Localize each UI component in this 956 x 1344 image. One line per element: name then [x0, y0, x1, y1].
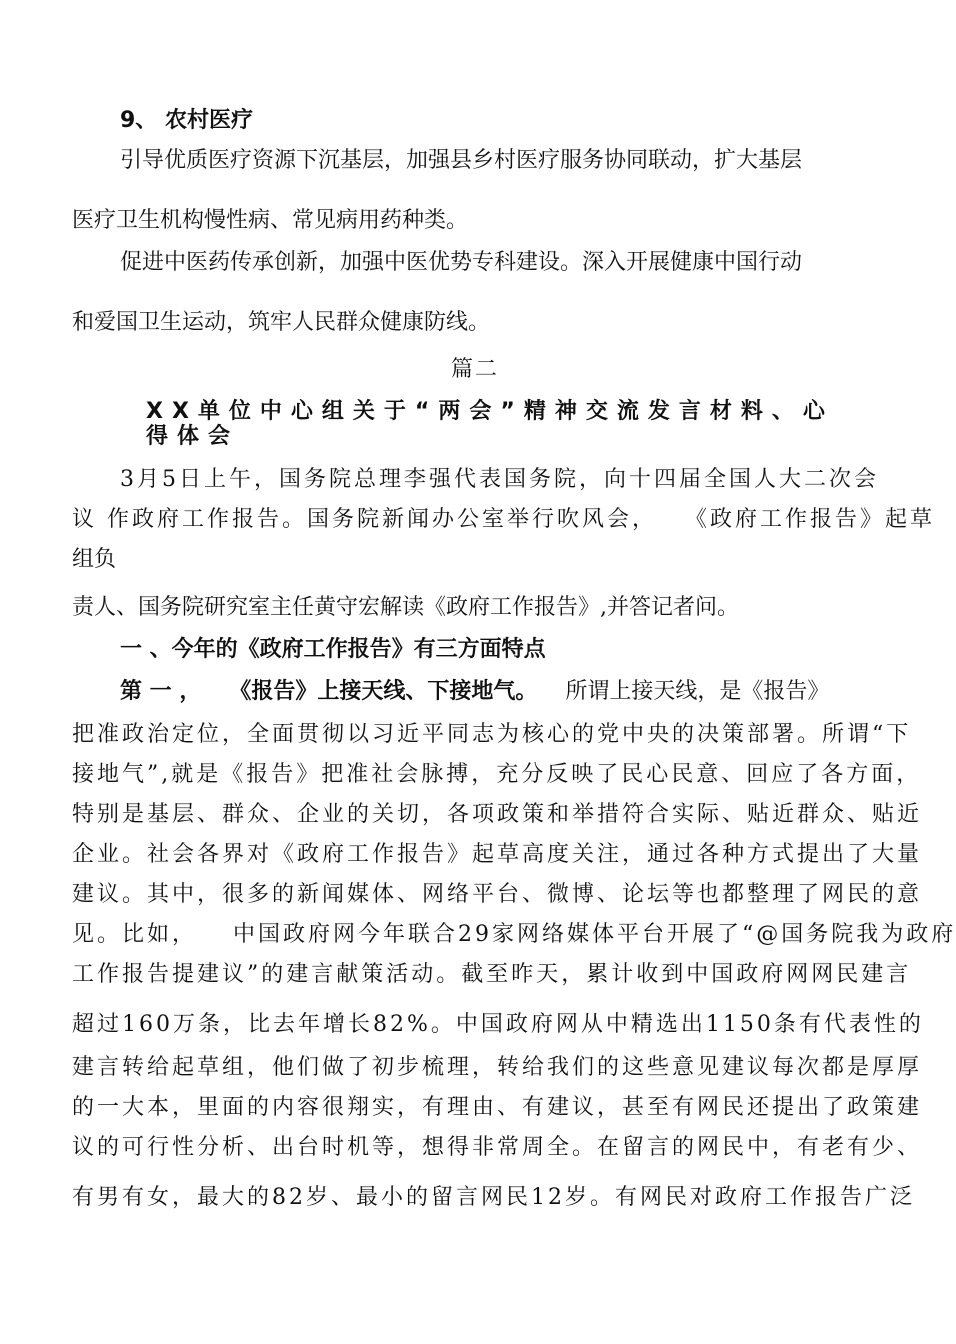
paragraph-line: 超过160万条，比去年增长82%。中国政府网从中精选出1150条有代表性的 — [72, 1012, 924, 1037]
paragraph-line: 引导优质医疗资源下沉基层，加强县乡村医疗服务协同联动，扩大基层 — [120, 148, 803, 173]
paragraph-line: 工作报告提建议”的建言献策活动。截至昨天，累计收到中国政府网网民建言 — [72, 962, 912, 987]
paragraph-line: 接地气”,就是《报告》把准社会脉搏，充分反映了民心民意、回应了各方面， — [72, 762, 922, 787]
paragraph-line: 和爱国卫生运动，筑牢人民群众健康防线。 — [72, 310, 491, 335]
document-title-continued: 得体会 — [146, 424, 240, 449]
part-label: 篇二 — [450, 357, 499, 382]
paragraph-line: 把准政治定位，全面贯彻以习近平同志为核心的党中央的决策部署。所谓“下 — [72, 722, 912, 747]
paragraph-line — [72, 920, 956, 950]
paragraph-line: 的一大本，里面的内容很翔实，有理由、有建议，甚至有网民还提出了政策建 — [72, 1095, 923, 1120]
first-bold-text: 《报告》上接天线、下接地气。 — [229, 679, 538, 704]
intro-text-b: 《政府工作报告》起草 — [685, 507, 936, 532]
paragraph-line: 促进中医药传承创新，加强中医优势专科建设。深入开展健康中国行动 — [120, 250, 803, 275]
paragraph-line: 3月5日上午，国务院总理李强代表国务院，向十四届全国人大二次会 — [120, 467, 879, 492]
paragraph-line: 医疗卫生机构慢性病、常见病用药种类。 — [72, 208, 469, 233]
first-label: 第 一 ， — [120, 679, 202, 704]
paragraph-line: 有男有女，最大的82岁、最小的留言网民12岁。有网民对政府工作报告广泛 — [72, 1185, 915, 1210]
intro-text-a: 议 作政府工作报告。国务院新闻办公室举行吹风会， — [72, 507, 657, 532]
paragraph-line: 企业。社会各界对《政府工作报告》起草高度关注，通过各种方式提出了大量 — [72, 842, 923, 867]
example-lead: 见。比如， — [72, 922, 198, 947]
paragraph-line: 建言转给起草组，他们做了初步梳理，转给我们的这些意见建议每次都是厚厚 — [72, 1055, 923, 1080]
first-rest-text: 所谓上接天线，是《报告》 — [565, 679, 830, 704]
paragraph-line — [72, 505, 936, 535]
document-title: XX单位中心组关于“两会”精神交流发言材料、心 — [146, 399, 834, 424]
paragraph-line — [120, 677, 890, 707]
example-text: 中国政府网今年联合29家网络媒体平台开展了“@国务院我为政府 — [233, 922, 956, 947]
section-heading-rural-medical: 9、 农村医疗 — [120, 108, 253, 133]
paragraph-line: 议的可行性分析、出台时机等，想得非常周全。在留言的网民中，有老有少、 — [72, 1135, 923, 1160]
paragraph-line: 组负 — [72, 547, 117, 572]
paragraph-line: 建议。其中，很多的新闻媒体、网络平台、微博、论坛等也都整理了网民的意 — [72, 882, 923, 907]
paragraph-line: 责人、国务院研究室主任黄守宏解读《政府工作报告》,并答记者问。 — [72, 595, 739, 620]
paragraph-line: 特别是基层、群众、企业的关切，各项政策和举措符合实际、贴近群众、贴近 — [72, 802, 923, 827]
section-heading-features: 一 、今年的《政府工作报告》有三方面特点 — [120, 637, 546, 662]
